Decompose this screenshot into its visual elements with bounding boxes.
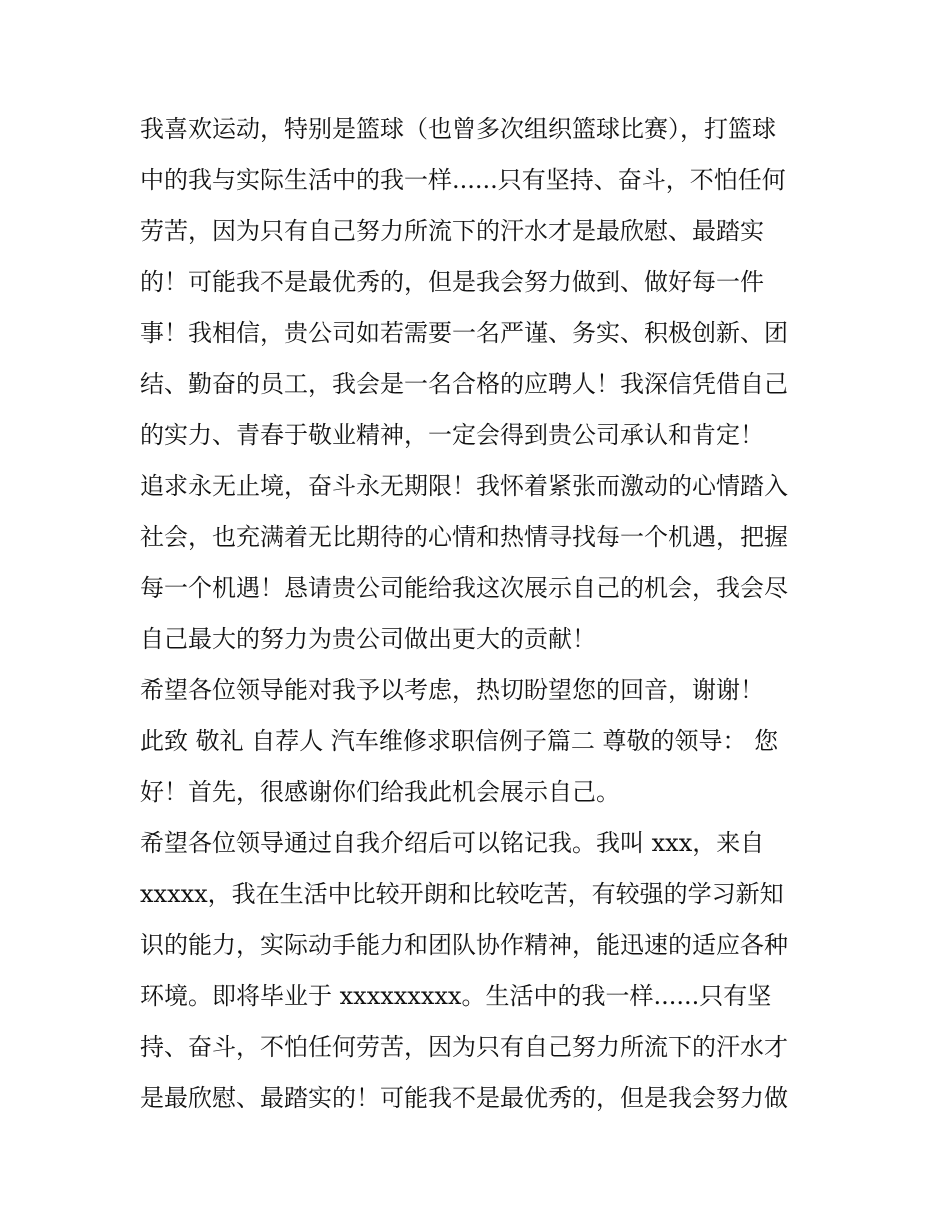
text-line-1: 我喜欢运动，特别是篮球（也曾多次组织篮球比赛），打篮球 — [140, 115, 776, 143]
text-line-3: 劳苦，因为只有自己努力所流下的汗水才是最欣慰、最踏实 — [140, 217, 764, 245]
text-line-18: 环境。即将毕业于 xxxxxxxxx。生活中的我一样......只有坚 — [140, 982, 772, 1010]
text-line-14: 好！首先，很感谢你们给我此机会展示自己。 — [140, 778, 620, 806]
text-line-10: 每一个机遇！恳请贵公司能给我这次展示自己的机会，我会尽 — [140, 574, 788, 602]
text-line-9: 社会，也充满着无比期待的心情和热情寻找每一个机遇，把握 — [140, 523, 788, 551]
text-line-19: 持、奋斗，不怕任何劳苦，因为只有自己努力所流下的汗水才 — [140, 1033, 788, 1061]
text-line-2: 中的我与实际生活中的我一样......只有坚持、奋斗，不怕任何 — [140, 166, 786, 194]
text-line-4: 的！可能我不是最优秀的，但是我会努力做到、做好每一件 — [140, 268, 764, 296]
text-line-15: 希望各位领导通过自我介绍后可以铭记我。我叫 xxx，来自 — [140, 829, 765, 857]
text-line-12: 希望各位领导能对我予以考虑，热切盼望您的回音，谢谢！ — [140, 676, 764, 704]
text-line-17: 识的能力，实际动手能力和团队协作精神，能迅速的适应各种 — [140, 931, 788, 959]
text-line-5: 事！我相信，贵公司如若需要一名严谨、务实、积极创新、团 — [140, 319, 788, 347]
text-line-11: 自己最大的努力为贵公司做出更大的贡献！ — [140, 625, 596, 653]
text-line-8: 追求永无止境，奋斗永无期限！我怀着紧张而激动的心情踏入 — [140, 472, 788, 500]
text-line-20: 是最欣慰、最踏实的！可能我不是最优秀的，但是我会努力做 — [140, 1084, 788, 1112]
text-line-7: 的实力、青春于敬业精神，一定会得到贵公司承认和肯定！ — [140, 421, 764, 449]
text-line-13: 此致 敬礼 自荐人 汽车维修求职信例子篇二 尊敬的领导： 您 — [140, 727, 779, 755]
body-text — [140, 104, 820, 1124]
text-line-6: 结、勤奋的员工，我会是一名合格的应聘人！我深信凭借自己 — [140, 370, 788, 398]
text-line-16: xxxxx，我在生活中比较开朗和比较吃苦，有较强的学习新知 — [140, 880, 784, 908]
